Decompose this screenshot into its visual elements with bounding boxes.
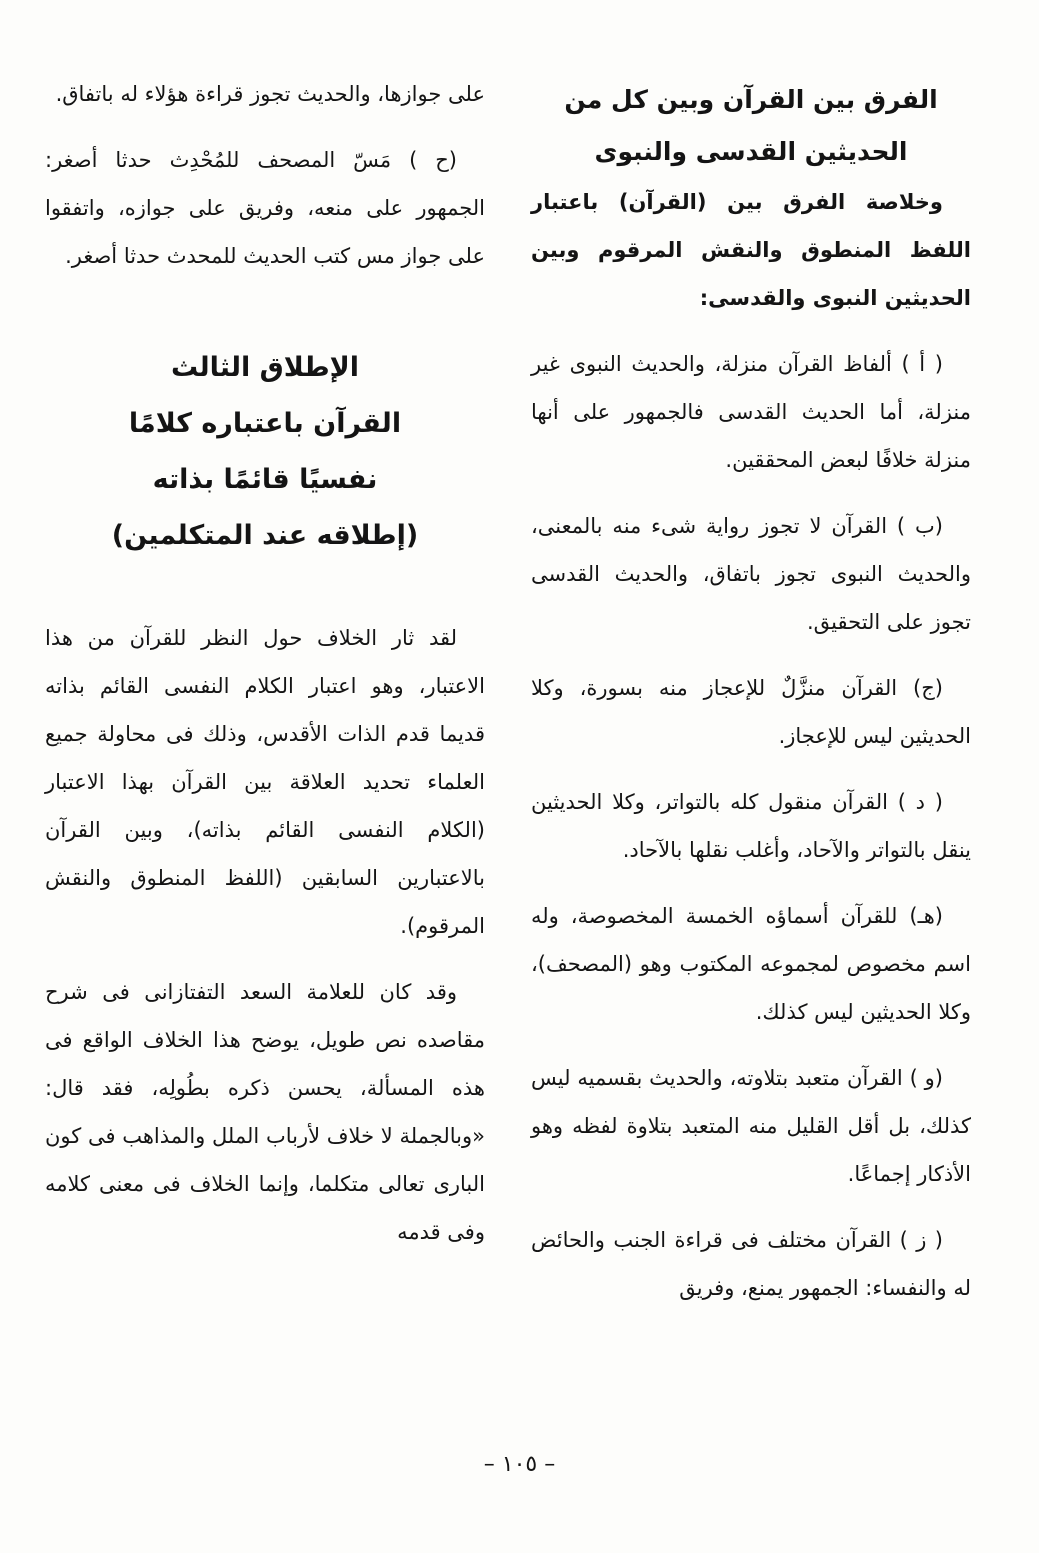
section-heading-line-1: الفرق بين القرآن وبين كل من	[564, 85, 938, 114]
list-item-alif: ( أ ) ألفاظ القرآن منزلة، والحديث النبوى غير منزلة، أما الحديث القدسى فالجمهور على أنها منزلة خلافًا لبعض المحققين.	[531, 352, 971, 472]
list-item-dal: ( د ) القرآن منقول كله بالتواتر، وكلا الحديثين ينقل بالتواتر والآحاد، وأغلب نقلها بالآحاد.	[531, 790, 971, 862]
third-heading-line-3: نفسيًا قائمًا بذاته	[152, 464, 378, 495]
continuation-paragraph: على جوازها، والحديث تجوز قراءة هؤلاء له باتفاق.	[55, 82, 485, 106]
left-column	[45, 70, 485, 1256]
third-heading-line-4: (إطلاقه عند المتكلمين)	[111, 520, 419, 551]
right-column	[531, 62, 971, 1312]
intro-paragraph: وخلاصة الفرق بين (القرآن) باعتبار اللفظ المنطوق والنقش المرقوم وبين الحديثين النبوى والقدسى:	[531, 190, 971, 310]
list-item-jim: (ج) القرآن منزَّلٌ للإعجاز منه بسورة، وكلا الحديثين ليس للإعجاز.	[531, 676, 971, 748]
body-paragraph-2: وقد كان للعلامة السعد التفتازانى فى شرح مقاصده نص طويل، يوضح هذا الخلاف الواقع فى هذه المسألة، يحسن ذكره بطُولِه، فقد قال: «وبالجملة لا خلاف لأرباب الملل والمذاهب فى كون البارى تعالى متكلما، وإنما الخلاف فى معنى كلامه وفى قدمه	[45, 980, 485, 1244]
list-item-waw: (و ) القرآن متعبد بتلاوته، والحديث بقسميه ليس كذلك، بل أقل القليل منه المتعبد بتلاوة لفظه وهو الأذكار إجماعًا.	[531, 1066, 971, 1186]
list-item-zay: ( ز ) القرآن مختلف فى قراءة الجنب والحائض له والنفساء: الجمهور يمنع، وفريق	[531, 1228, 971, 1300]
list-item-ha-2: (ح ) مَسّ المصحف للمُحْدِث حدثا أصغر: الجمهور على منعه، وفريق على جوازه، واتفقوا على جواز مس كتب الحديث للمحدث حدثا أصغر.	[45, 148, 485, 268]
third-heading-line-1: الإطلاق الثالث	[170, 352, 360, 383]
page-number: – ١٠٥ –	[483, 1452, 556, 1477]
list-item-ba: (ب ) القرآن لا تجوز رواية شىء منه بالمعنى، والحديث النبوى تجوز باتفاق، والحديث القدسى تجوز على التحقيق.	[531, 514, 971, 634]
third-heading-line-2: القرآن باعتباره كلامًا	[128, 408, 402, 439]
third-section-heading	[45, 340, 485, 564]
section-heading-line-2: الحديثين القدسى والنبوى	[594, 137, 908, 166]
body-paragraph-1: لقد ثار الخلاف حول النظر للقرآن من هذا الاعتبار، وهو اعتبار الكلام النفسى القائم بذاته قديما قدم الذات الأقدس، وذلك فى محاولة جميع العلماء تحديد العلاقة بين القرآن بهذا الاعتبار (الكلام النفسى القائم بذاته)، وبين القرآن بالاعتبارين السابقين (اللفظ المنطوق والنقش المرقوم).	[45, 626, 485, 938]
list-item-ha: (هـ) للقرآن أسماؤه الخمسة المخصوصة، وله اسم مخصوص لمجموعه المكتوب وهو (المصحف)، وكلا الحديثين ليس كذلك.	[531, 904, 971, 1024]
